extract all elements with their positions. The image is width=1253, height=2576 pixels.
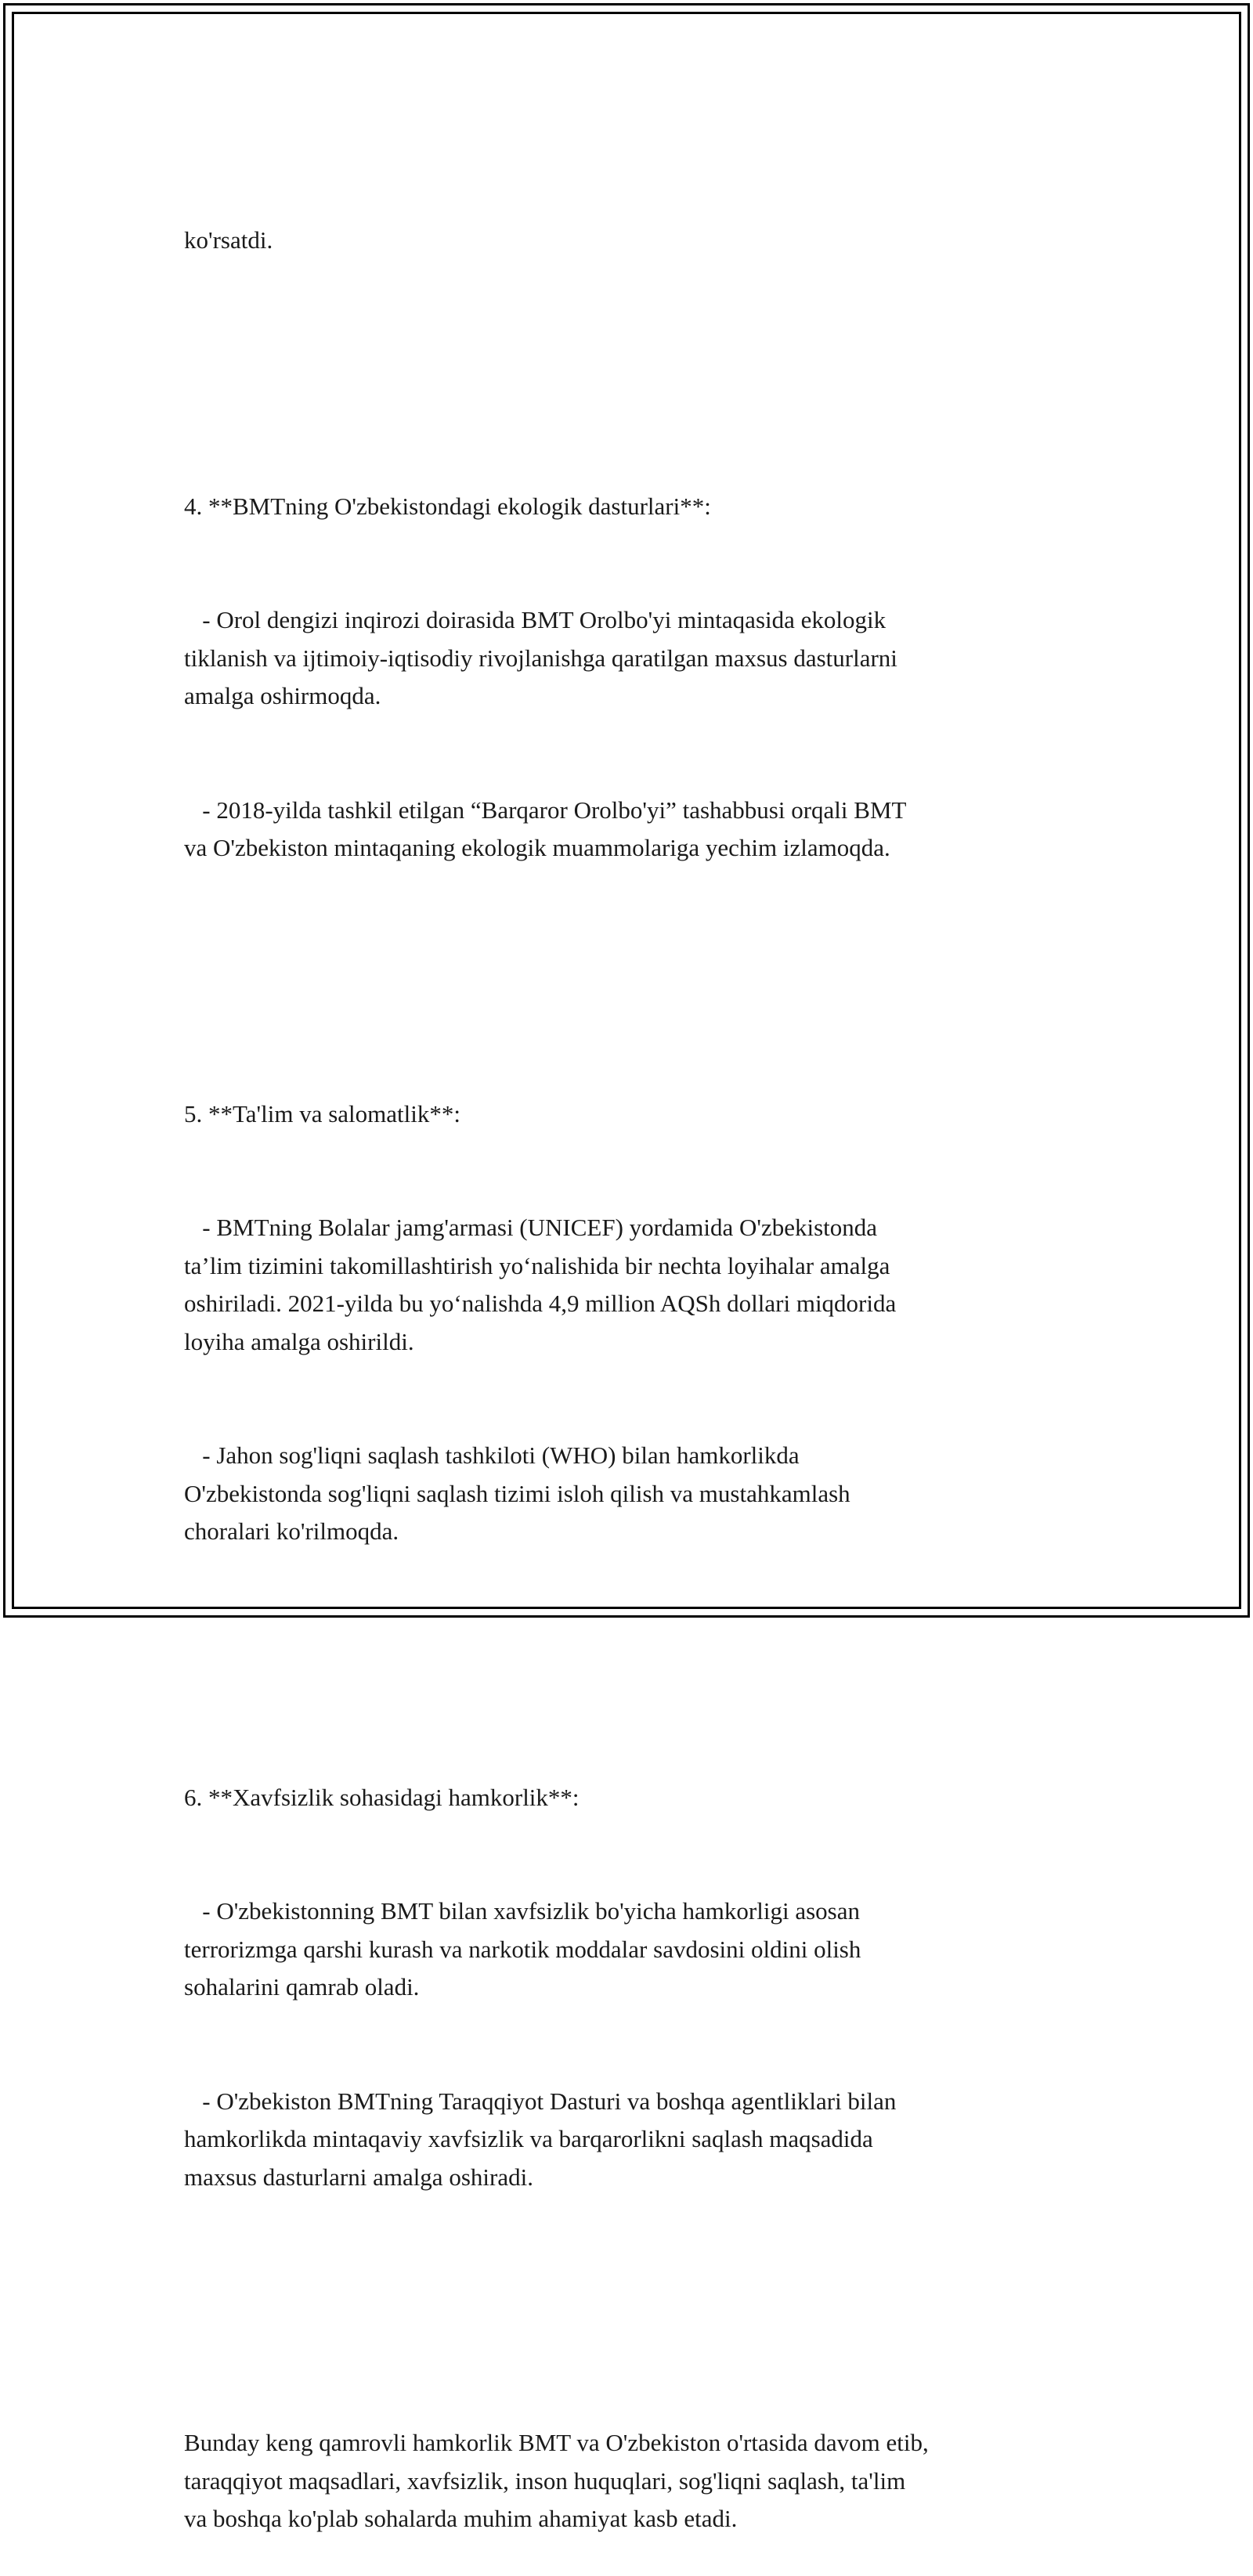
section-6-bullet-2: - O'zbekiston BMTning Taraqqiyot Dasturi va boshqa agentliklari bilan hamkorlikda mintaqaviy xavfsizlik va barqarorlikni saqlash maqsadida maxsus dasturlarni amalga oshiradi. — [184, 2087, 897, 2191]
paragraph-gap — [184, 943, 1092, 982]
section-4-bullet-1: - Orol dengizi inqirozi doirasida BMT Orolbo'yi mintaqasida ekologik tiklanish va ijtimoiy-iqtisodiy rivojlanishga qaratilgan maxsus dasturlarni amalga oshirmoqda. — [184, 606, 897, 709]
section-4-heading: 4. **BMTning O'zbekistondagi ekologik dasturlari**: — [184, 492, 711, 520]
paragraph-gap — [184, 336, 1092, 374]
section-5-heading: 5. **Ta'lim va salomatlik**: — [184, 1099, 460, 1127]
section-6-bullet-1: - O'zbekistonning BMT bilan xavfsizlik bo'yicha hamkorligi asosan terrorizmga qarshi kurash va narkotik moddalar savdosini oldini olish sohalarini qamrab oladi. — [184, 1897, 861, 2001]
section-5-bullet-1: - BMTning Bolalar jamg'armasi (UNICEF) yordamida O'zbekistonda ta’lim tizimini takomillashtirish yo‘nalishida bir nechta loyihalar amalga oshiriladi. 2021-yilda bu yo‘nalishda 4,9 million AQSh dollari miqdorida loyiha amalga oshirildi. — [184, 1214, 897, 1355]
section-6-heading: 6. **Xavfsizlik sohasidagi hamkorlik**: — [184, 1783, 580, 1811]
conclusion-paragraph: Bunday keng qamrovli hamkorlik BMT va O'zbekiston o'rtasida davom etib, taraqqiyot maqsadlari, xavfsizlik, inson huquqlari, sog'liqni saqlash, ta'lim va boshqa ko'plab sohalarda muhim ahamiyat kasb etadi. — [184, 2429, 929, 2532]
section-4-bullet-2: - 2018-yilda tashkil etilgan “Barqaror Orolbo'yi” tashabbusi orqali BMT va O'zbekiston mintaqaning ekologik muammolariga yechim izlamoqda. — [184, 796, 907, 861]
document-body — [184, 146, 1092, 2576]
section-5-bullet-2: - Jahon sog'liqni saqlash tashkiloti (WHO) bilan hamkorlikda O'zbekistonda sog'liqni saqlash tizimi isloh qilish va mustahkamlash choralari ko'rilmoqda. — [184, 1441, 850, 1545]
continuation-text: ko'rsatdi. — [184, 226, 273, 254]
paragraph-gap — [184, 1627, 1092, 1665]
paragraph-gap — [184, 2272, 1092, 2311]
